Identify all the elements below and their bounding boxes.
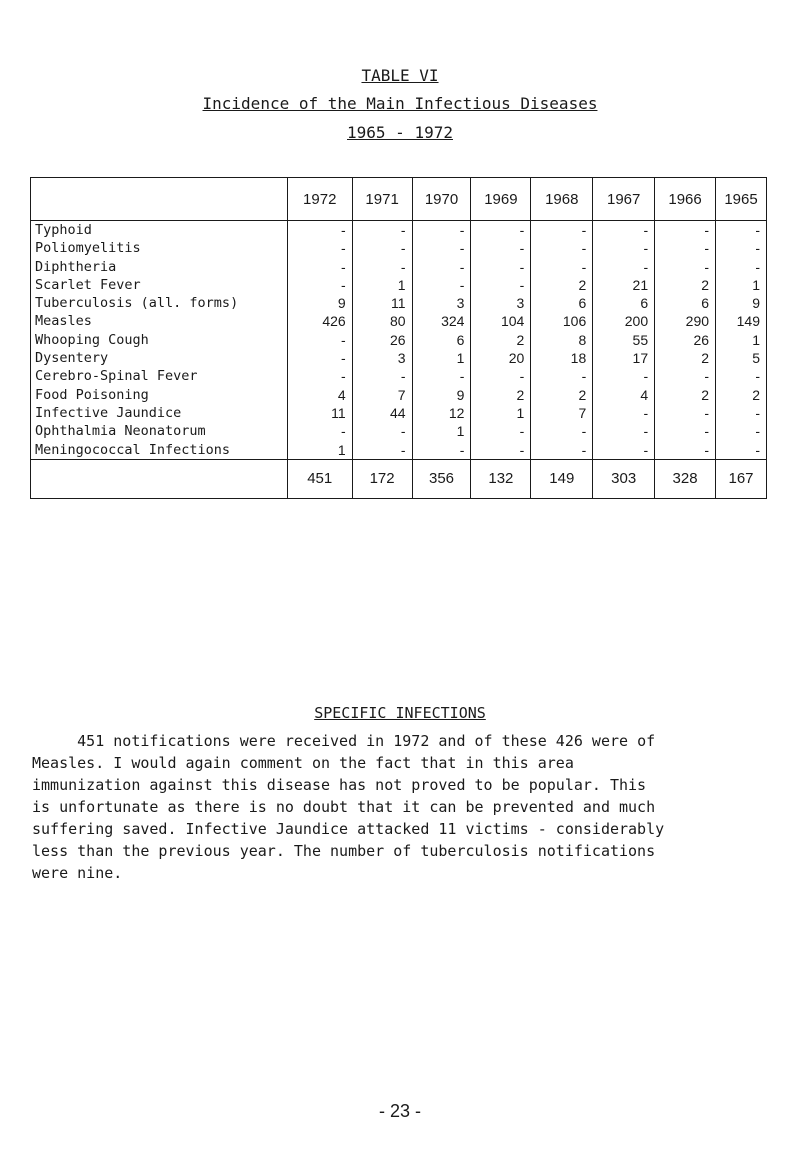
value-cell: -	[341, 222, 346, 238]
year-values-column	[287, 221, 352, 460]
value-cell: -	[459, 276, 465, 293]
value-cell: 9	[752, 295, 760, 312]
value-cell: 11	[331, 404, 346, 421]
disease-incidence-table	[30, 177, 767, 499]
disease-name: Dysentery	[35, 350, 109, 367]
disease-name: Ophthalmia Neonatorum	[35, 423, 206, 440]
value-cell: -	[755, 240, 760, 257]
value-cell: 1	[752, 276, 760, 293]
value-cell: 290	[685, 313, 710, 330]
value-cell: 1	[337, 441, 346, 458]
value-cell: -	[459, 441, 465, 458]
totals-label-cell	[31, 459, 288, 498]
value-cell: 324	[441, 313, 465, 330]
value-cell: 1	[456, 350, 465, 367]
value-cell: -	[755, 441, 760, 458]
table-period: 1965 - 1972	[347, 123, 453, 142]
year-values-column	[352, 221, 412, 460]
value-cell: -	[643, 404, 649, 421]
value-cell: 20	[508, 350, 525, 367]
value-cell: -	[400, 441, 406, 458]
disease-name: Meningococcal Infections	[35, 441, 231, 458]
value-cell: -	[400, 423, 406, 440]
disease-name: Diphtheria	[35, 258, 117, 275]
value-cell: -	[704, 258, 710, 275]
year-header: 1965	[716, 178, 767, 221]
value-cell: 4	[337, 386, 346, 403]
value-cell: -	[341, 368, 346, 385]
value-cell: -	[643, 441, 649, 458]
value-cell: 26	[389, 331, 406, 348]
value-cell: -	[400, 222, 406, 238]
disease-name: Cerebro-Spinal Fever	[35, 368, 198, 385]
value-cell: 1	[516, 404, 525, 421]
value-cell: 5	[752, 350, 760, 367]
value-cell: 2	[578, 386, 587, 403]
value-cell: 2	[701, 386, 710, 403]
value-cell: -	[459, 222, 465, 238]
total-cell: 356	[412, 459, 471, 498]
value-cell: 200	[624, 313, 649, 330]
value-cell: 1	[456, 423, 465, 440]
value-cell: -	[581, 222, 587, 238]
value-cell: -	[581, 441, 587, 458]
year-header: 1968	[531, 178, 593, 221]
year-header: 1972	[287, 178, 352, 221]
value-cell: -	[704, 404, 710, 421]
value-cell: 6	[640, 295, 649, 312]
value-cell: 4	[640, 386, 649, 403]
value-cell: 6	[578, 295, 587, 312]
value-cell: -	[755, 222, 760, 238]
year-header: 1966	[655, 178, 716, 221]
value-cell: 2	[516, 386, 525, 403]
value-cell: 3	[397, 350, 406, 367]
value-cell: 3	[516, 295, 525, 312]
value-cell: -	[581, 240, 587, 257]
value-cell: 21	[632, 276, 649, 293]
year-values-column	[716, 221, 767, 460]
value-cell: -	[704, 441, 710, 458]
disease-name: Infective Jaundice	[35, 404, 182, 421]
disease-name: Food Poisoning	[35, 386, 149, 403]
value-cell: -	[341, 423, 346, 440]
body-paragraph: 451 notifications were received in 1972 and of these 426 were of Measles. I would again comment on the fact that in this area immunization against this disease has not proved to be popular. This is unfortunate as there is no doubt that it can be prevented and much suffering saved. Infective Jaundice attacked 11 victims - considerably less than the previous year. The number of tuberculosis notifications were nine.	[32, 732, 665, 882]
value-cell: -	[341, 331, 346, 348]
value-cell: 2	[578, 276, 587, 293]
disease-name: Measles	[35, 313, 92, 330]
value-cell: -	[341, 258, 346, 275]
value-cell: 12	[448, 404, 465, 421]
page-number: - 23 -	[378, 1101, 421, 1121]
value-cell: 9	[337, 295, 346, 312]
value-cell: -	[643, 222, 649, 238]
year-values-column	[471, 221, 531, 460]
value-cell: 149	[736, 313, 760, 330]
value-cell: 17	[632, 350, 649, 367]
value-cell: 26	[693, 331, 710, 348]
value-cell: 3	[456, 295, 465, 312]
value-cell: -	[643, 423, 649, 440]
value-cell: 55	[632, 331, 649, 348]
disease-name: Typhoid	[35, 222, 92, 238]
section-heading: SPECIFIC INFECTIONS	[314, 704, 486, 722]
value-cell: -	[400, 240, 406, 257]
total-cell: 303	[593, 459, 655, 498]
value-cell: -	[643, 368, 649, 385]
value-cell: -	[704, 368, 710, 385]
corner-cell	[31, 178, 288, 221]
header-row	[31, 178, 767, 221]
value-cell: -	[755, 423, 760, 440]
year-values-column	[655, 221, 716, 460]
value-cell: -	[459, 240, 465, 257]
year-header: 1967	[593, 178, 655, 221]
value-cell: -	[581, 258, 587, 275]
value-cell: 18	[570, 350, 587, 367]
value-cell: 106	[562, 313, 587, 330]
value-cell: -	[459, 258, 465, 275]
value-cell: -	[581, 423, 587, 440]
value-cell: -	[459, 368, 465, 385]
value-cell: 9	[456, 386, 465, 403]
value-cell: -	[519, 276, 525, 293]
value-cell: 2	[752, 386, 760, 403]
value-cell: 7	[578, 404, 587, 421]
total-cell: 328	[655, 459, 716, 498]
year-values-column	[412, 221, 471, 460]
value-cell: -	[400, 368, 406, 385]
value-cell: -	[643, 240, 649, 257]
total-cell: 132	[471, 459, 531, 498]
value-cell: -	[519, 423, 525, 440]
year-header: 1970	[412, 178, 471, 221]
total-cell: 149	[531, 459, 593, 498]
value-cell: 11	[391, 295, 406, 312]
disease-name: Whooping Cough	[35, 331, 149, 348]
value-cell: -	[341, 276, 346, 293]
table-title: TABLE VI	[361, 66, 439, 85]
value-cell: -	[755, 368, 760, 385]
value-cell: -	[400, 258, 406, 275]
value-cell: -	[755, 258, 760, 275]
totals-row	[31, 459, 767, 498]
value-cell: 8	[578, 331, 587, 348]
value-cell: 104	[500, 313, 525, 330]
value-cell: 7	[397, 386, 406, 403]
year-header: 1969	[471, 178, 531, 221]
value-cell: -	[519, 441, 525, 458]
value-cell: -	[341, 350, 346, 367]
disease-name: Tuberculosis (all. forms)	[35, 295, 239, 312]
year-values-column	[593, 221, 655, 460]
value-cell: -	[519, 258, 525, 275]
total-cell: 451	[287, 459, 352, 498]
value-cell: -	[704, 423, 710, 440]
value-cell: -	[704, 240, 710, 257]
value-cell: -	[755, 404, 760, 421]
year-values-column	[531, 221, 593, 460]
table-subtitle: Incidence of the Main Infectious Diseases	[202, 94, 598, 113]
value-cell: 1	[397, 276, 406, 293]
value-cell: 1	[752, 331, 760, 348]
value-cell: 2	[701, 350, 710, 367]
value-cell: -	[519, 240, 525, 257]
value-cell: -	[704, 222, 710, 238]
disease-name: Poliomyelitis	[35, 240, 141, 257]
value-cell: -	[519, 222, 525, 238]
value-cell: 2	[516, 331, 525, 348]
value-cell: 6	[456, 331, 465, 348]
value-cell: 80	[389, 313, 406, 330]
value-cell: 44	[389, 404, 406, 421]
value-cell: -	[581, 368, 587, 385]
body-row	[31, 221, 767, 460]
value-cell: -	[519, 368, 525, 385]
total-cell: 167	[716, 459, 767, 498]
value-cell: 2	[701, 276, 710, 293]
year-header: 1971	[352, 178, 412, 221]
value-cell: -	[643, 258, 649, 275]
value-cell: 426	[322, 313, 346, 330]
value-cell: -	[341, 240, 346, 257]
disease-names-column	[31, 221, 288, 460]
disease-name: Scarlet Fever	[35, 276, 141, 293]
value-cell: 6	[701, 295, 710, 312]
total-cell: 172	[352, 459, 412, 498]
